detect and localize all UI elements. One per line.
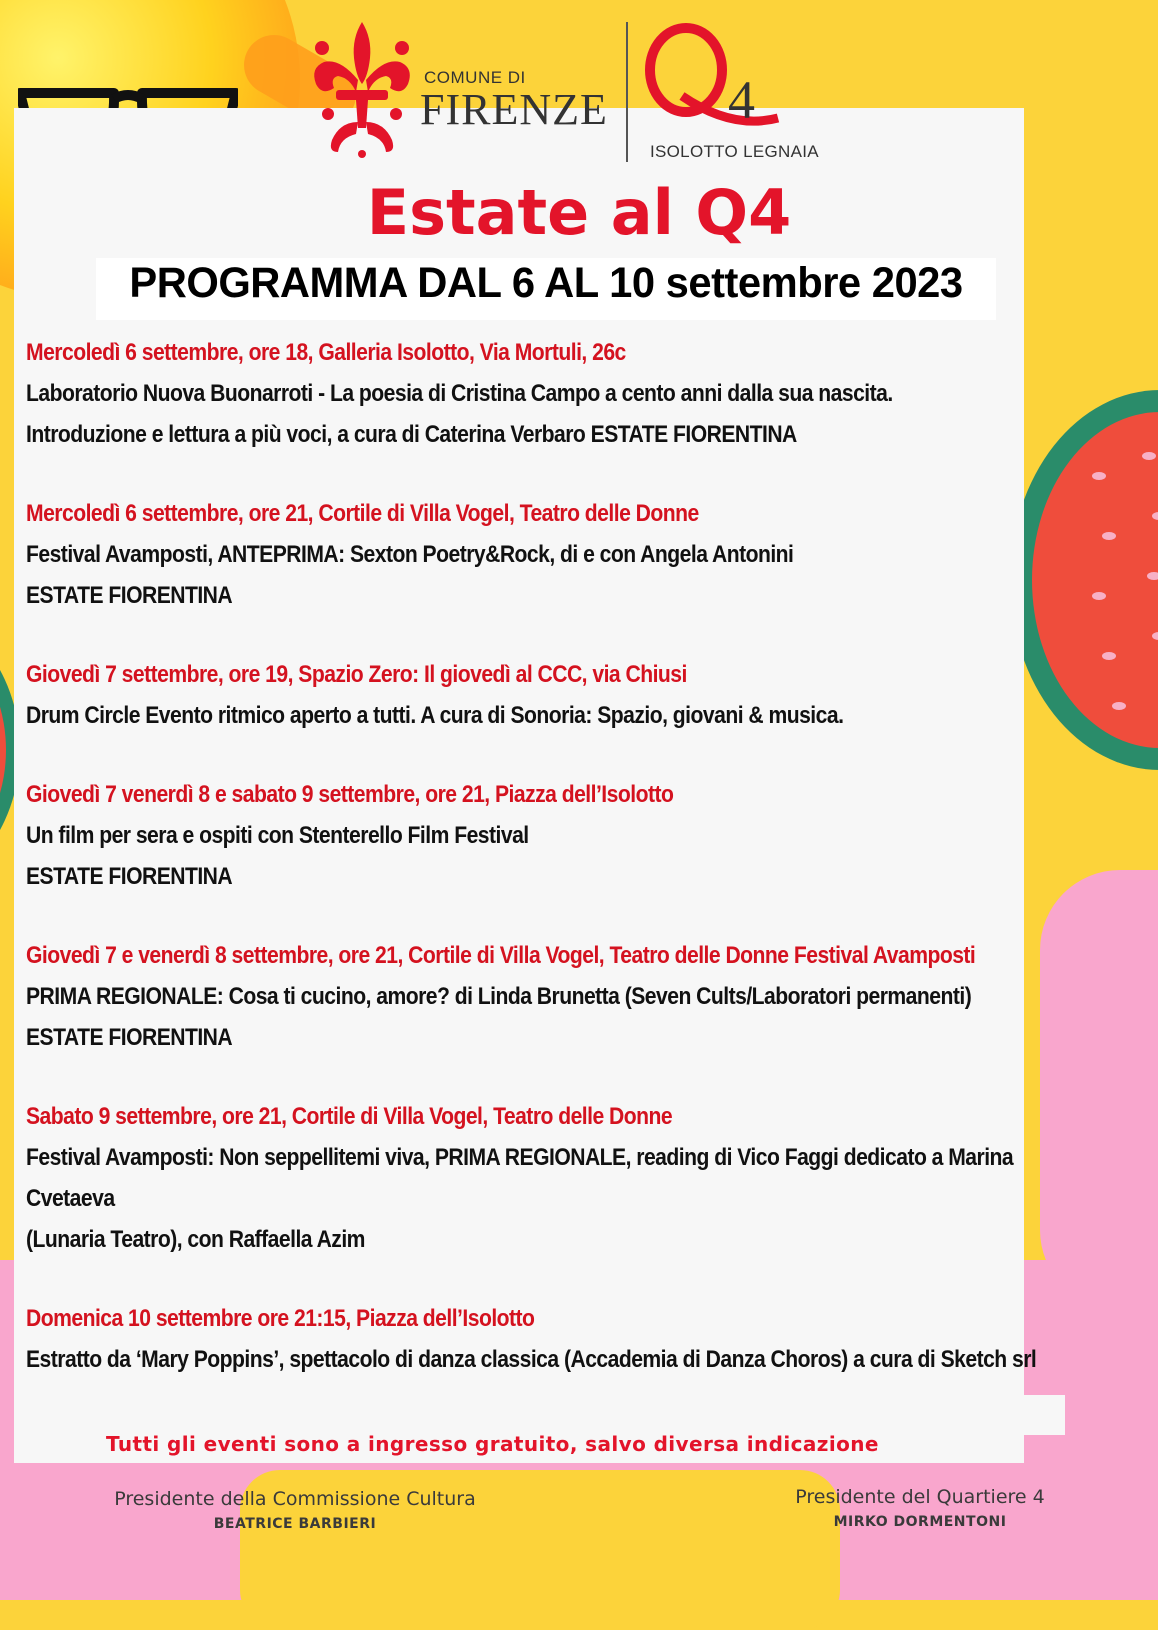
- event-item: [26, 1298, 1076, 1380]
- signature-role: Presidente della Commissione Cultura: [114, 1488, 476, 1510]
- event-description: Drum Circle Evento ritmico aperto a tutti. A cura di Sonoria: Spazio, giovani & musica.: [26, 702, 844, 729]
- signature-name: MIRKO DORMENTONI: [833, 1514, 1007, 1530]
- event-description: ESTATE FIORENTINA: [26, 582, 233, 609]
- event-description: ESTATE FIORENTINA: [26, 1024, 233, 1051]
- event-date-location: Giovedì 7 settembre, ore 19, Spazio Zero: Il giovedì al CCC, via Chiusi: [26, 661, 687, 688]
- event-description: Festival Avamposti: Non seppellitemi viva, PRIMA REGIONALE, reading di Vico Faggi dedicato a Marina: [26, 1144, 1014, 1171]
- event-description: (Lunaria Teatro), con Raffaella Azim: [26, 1226, 365, 1253]
- page-title: Estate al Q4: [366, 176, 792, 249]
- free-entry-note: Tutti gli eventi sono a ingresso gratuito, salvo diversa indicazione: [106, 1432, 879, 1456]
- program-dates-heading: PROGRAMMA DAL 6 AL 10 settembre 2023: [129, 259, 963, 307]
- signature-name: BEATRICE BARBIERI: [213, 1516, 377, 1532]
- event-description: Festival Avamposti, ANTEPRIMA: Sexton Poetry&Rock, di e con Angela Antonini: [26, 541, 794, 568]
- event-item: [26, 1096, 1076, 1260]
- event-date-location: Sabato 9 settembre, ore 21, Cortile di Villa Vogel, Teatro delle Donne: [26, 1103, 673, 1130]
- florence-lily-logo: [310, 18, 414, 158]
- event-item: [26, 493, 1076, 616]
- event-item: [26, 774, 1076, 897]
- event-date-location: Domenica 10 settembre ore 21:15, Piazza dell’Isolotto: [26, 1305, 535, 1332]
- event-description: Cvetaeva: [26, 1185, 115, 1212]
- signature-role: Presidente del Quartiere 4: [795, 1486, 1045, 1508]
- q4-logo: [642, 18, 782, 138]
- firenze-label: FIRENZE: [420, 85, 608, 134]
- event-description: Laboratorio Nuova Buonarroti - La poesia di Cristina Campo a cento anni dalla sua nascita.: [26, 380, 893, 407]
- quartiere-name: ISOLOTTO LEGNAIA: [650, 142, 819, 161]
- event-item: [26, 654, 1076, 736]
- event-description: PRIMA REGIONALE: Cosa ti cucino, amore? di Linda Brunetta (Seven Cults/Laboratori permanenti): [26, 983, 972, 1010]
- event-item: [26, 935, 1076, 1058]
- signature-left: [80, 1488, 510, 1532]
- event-list: [26, 332, 1076, 1418]
- event-description: Un film per sera e ospiti con Stenterello Film Festival: [26, 822, 529, 849]
- logo-divider: [626, 22, 628, 162]
- event-description: ESTATE FIORENTINA: [26, 863, 233, 890]
- event-date-location: Mercoledì 6 settembre, ore 18, Galleria Isolotto, Via Mortuli, 26c: [26, 339, 626, 366]
- event-description: Estratto da ‘Mary Poppins’, spettacolo di danza classica (Accademia di Danza Choros) a cura di Sketch srl: [26, 1346, 1037, 1373]
- event-item: [26, 332, 1076, 455]
- event-description: Introduzione e lettura a più voci, a cura di Caterina Verbaro ESTATE FIORENTINA: [26, 421, 797, 448]
- header-logos: [310, 18, 850, 168]
- event-date-location: Mercoledì 6 settembre, ore 21, Cortile di Villa Vogel, Teatro delle Donne: [26, 500, 699, 527]
- signature-right: [760, 1486, 1080, 1530]
- comune-label: COMUNE DI: [424, 68, 526, 87]
- event-date-location: Giovedì 7 venerdì 8 e sabato 9 settembre, ore 21, Piazza dell’Isolotto: [26, 781, 674, 808]
- q4-logo-four: 4: [728, 70, 755, 130]
- event-date-location: Giovedì 7 e venerdì 8 settembre, ore 21, Cortile di Villa Vogel, Teatro delle Donne Festival Avamposti: [26, 942, 976, 969]
